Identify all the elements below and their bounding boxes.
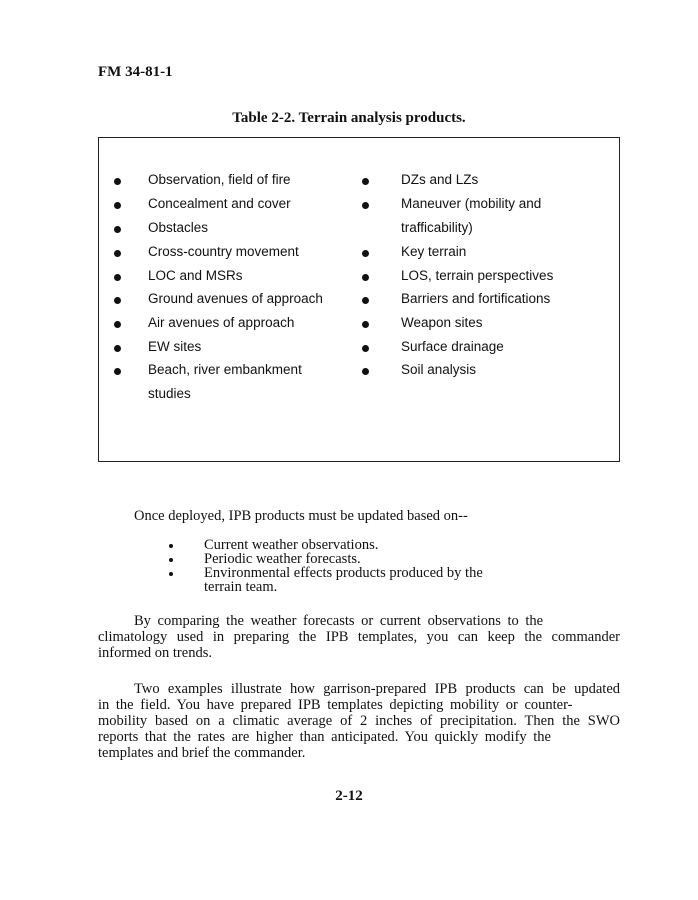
bullet-icon [114, 202, 121, 209]
bullet-icon [114, 250, 121, 257]
table-item-left: Air avenues of approach [148, 315, 295, 330]
bullet-icon [114, 297, 121, 304]
intro-text: Once deployed, IPB products must be updated based on-- [134, 508, 468, 524]
para1-line: informed on trends. [98, 645, 212, 661]
bullet-icon [114, 345, 121, 352]
bullet-icon [114, 274, 121, 281]
table-item-left: Cross-country movement [148, 244, 299, 259]
table-item-right: Surface drainage [401, 339, 504, 354]
bullet-icon [114, 321, 121, 328]
para1-line: climatology used in preparing the IPB templates, you can keep the commander [98, 629, 620, 645]
bullet-icon [169, 544, 173, 548]
bullet-icon [362, 250, 369, 257]
bullet-icon [114, 368, 121, 375]
table-item-right: Barriers and fortifications [401, 291, 551, 306]
table-item-right: Weapon sites [401, 315, 483, 330]
table-item-right: Soil analysis [401, 362, 477, 377]
table-item-left: LOC and MSRs [148, 268, 243, 283]
bullet-icon [169, 572, 173, 576]
table-item-left: Beach, river embankment [148, 362, 302, 377]
table-item-right: Key terrain [401, 244, 467, 259]
table-item-left: Observation, field of fire [148, 172, 291, 187]
para1-line: By comparing the weather forecasts or current observations to the [134, 613, 544, 629]
table-item-right: DZs and LZs [401, 172, 479, 187]
table-item-left: EW sites [148, 339, 202, 354]
bullet-icon [362, 178, 369, 185]
bullet-item: Environmental effects products produced by the [204, 565, 483, 581]
bullet-icon [362, 202, 369, 209]
bullet-item: Current weather observations. [204, 537, 379, 553]
table-item-left: Concealment and cover [148, 196, 291, 211]
bullet-item: terrain team. [204, 579, 278, 595]
bullet-icon [169, 558, 173, 562]
bullet-icon [114, 178, 121, 185]
page-number: 2-12 [335, 788, 363, 804]
para2-line: in the field. You have prepared IPB templates depicting mobility or counter- [98, 697, 573, 713]
document-header: FM 34-81-1 [98, 64, 173, 80]
table-item-left: studies [148, 386, 191, 401]
table-title: Table 2-2. Terrain analysis products. [232, 110, 466, 126]
bullet-icon [362, 297, 369, 304]
table-item-left: Obstacles [148, 220, 209, 235]
bullet-icon [362, 368, 369, 375]
bullet-icon [362, 321, 369, 328]
table-item-right: trafficability) [401, 220, 473, 235]
bullet-icon [114, 226, 121, 233]
table-item-right: LOS, terrain perspectives [401, 268, 554, 283]
bullet-item: Periodic weather forecasts. [204, 551, 361, 567]
table-item-right: Maneuver (mobility and [401, 196, 542, 211]
table-item-left: Ground avenues of approach [148, 291, 323, 306]
para2-line: templates and brief the commander. [98, 745, 306, 761]
para2-line: Two examples illustrate how garrison-prepared IPB products can be updated [134, 681, 620, 697]
bullet-icon [362, 345, 369, 352]
para2-line: mobility based on a climatic average of 2 inches of precipitation. Then the SWO [98, 713, 620, 729]
para2-line: reports that the rates are higher than anticipated. You quickly modify the [98, 729, 551, 745]
bullet-icon [362, 274, 369, 281]
